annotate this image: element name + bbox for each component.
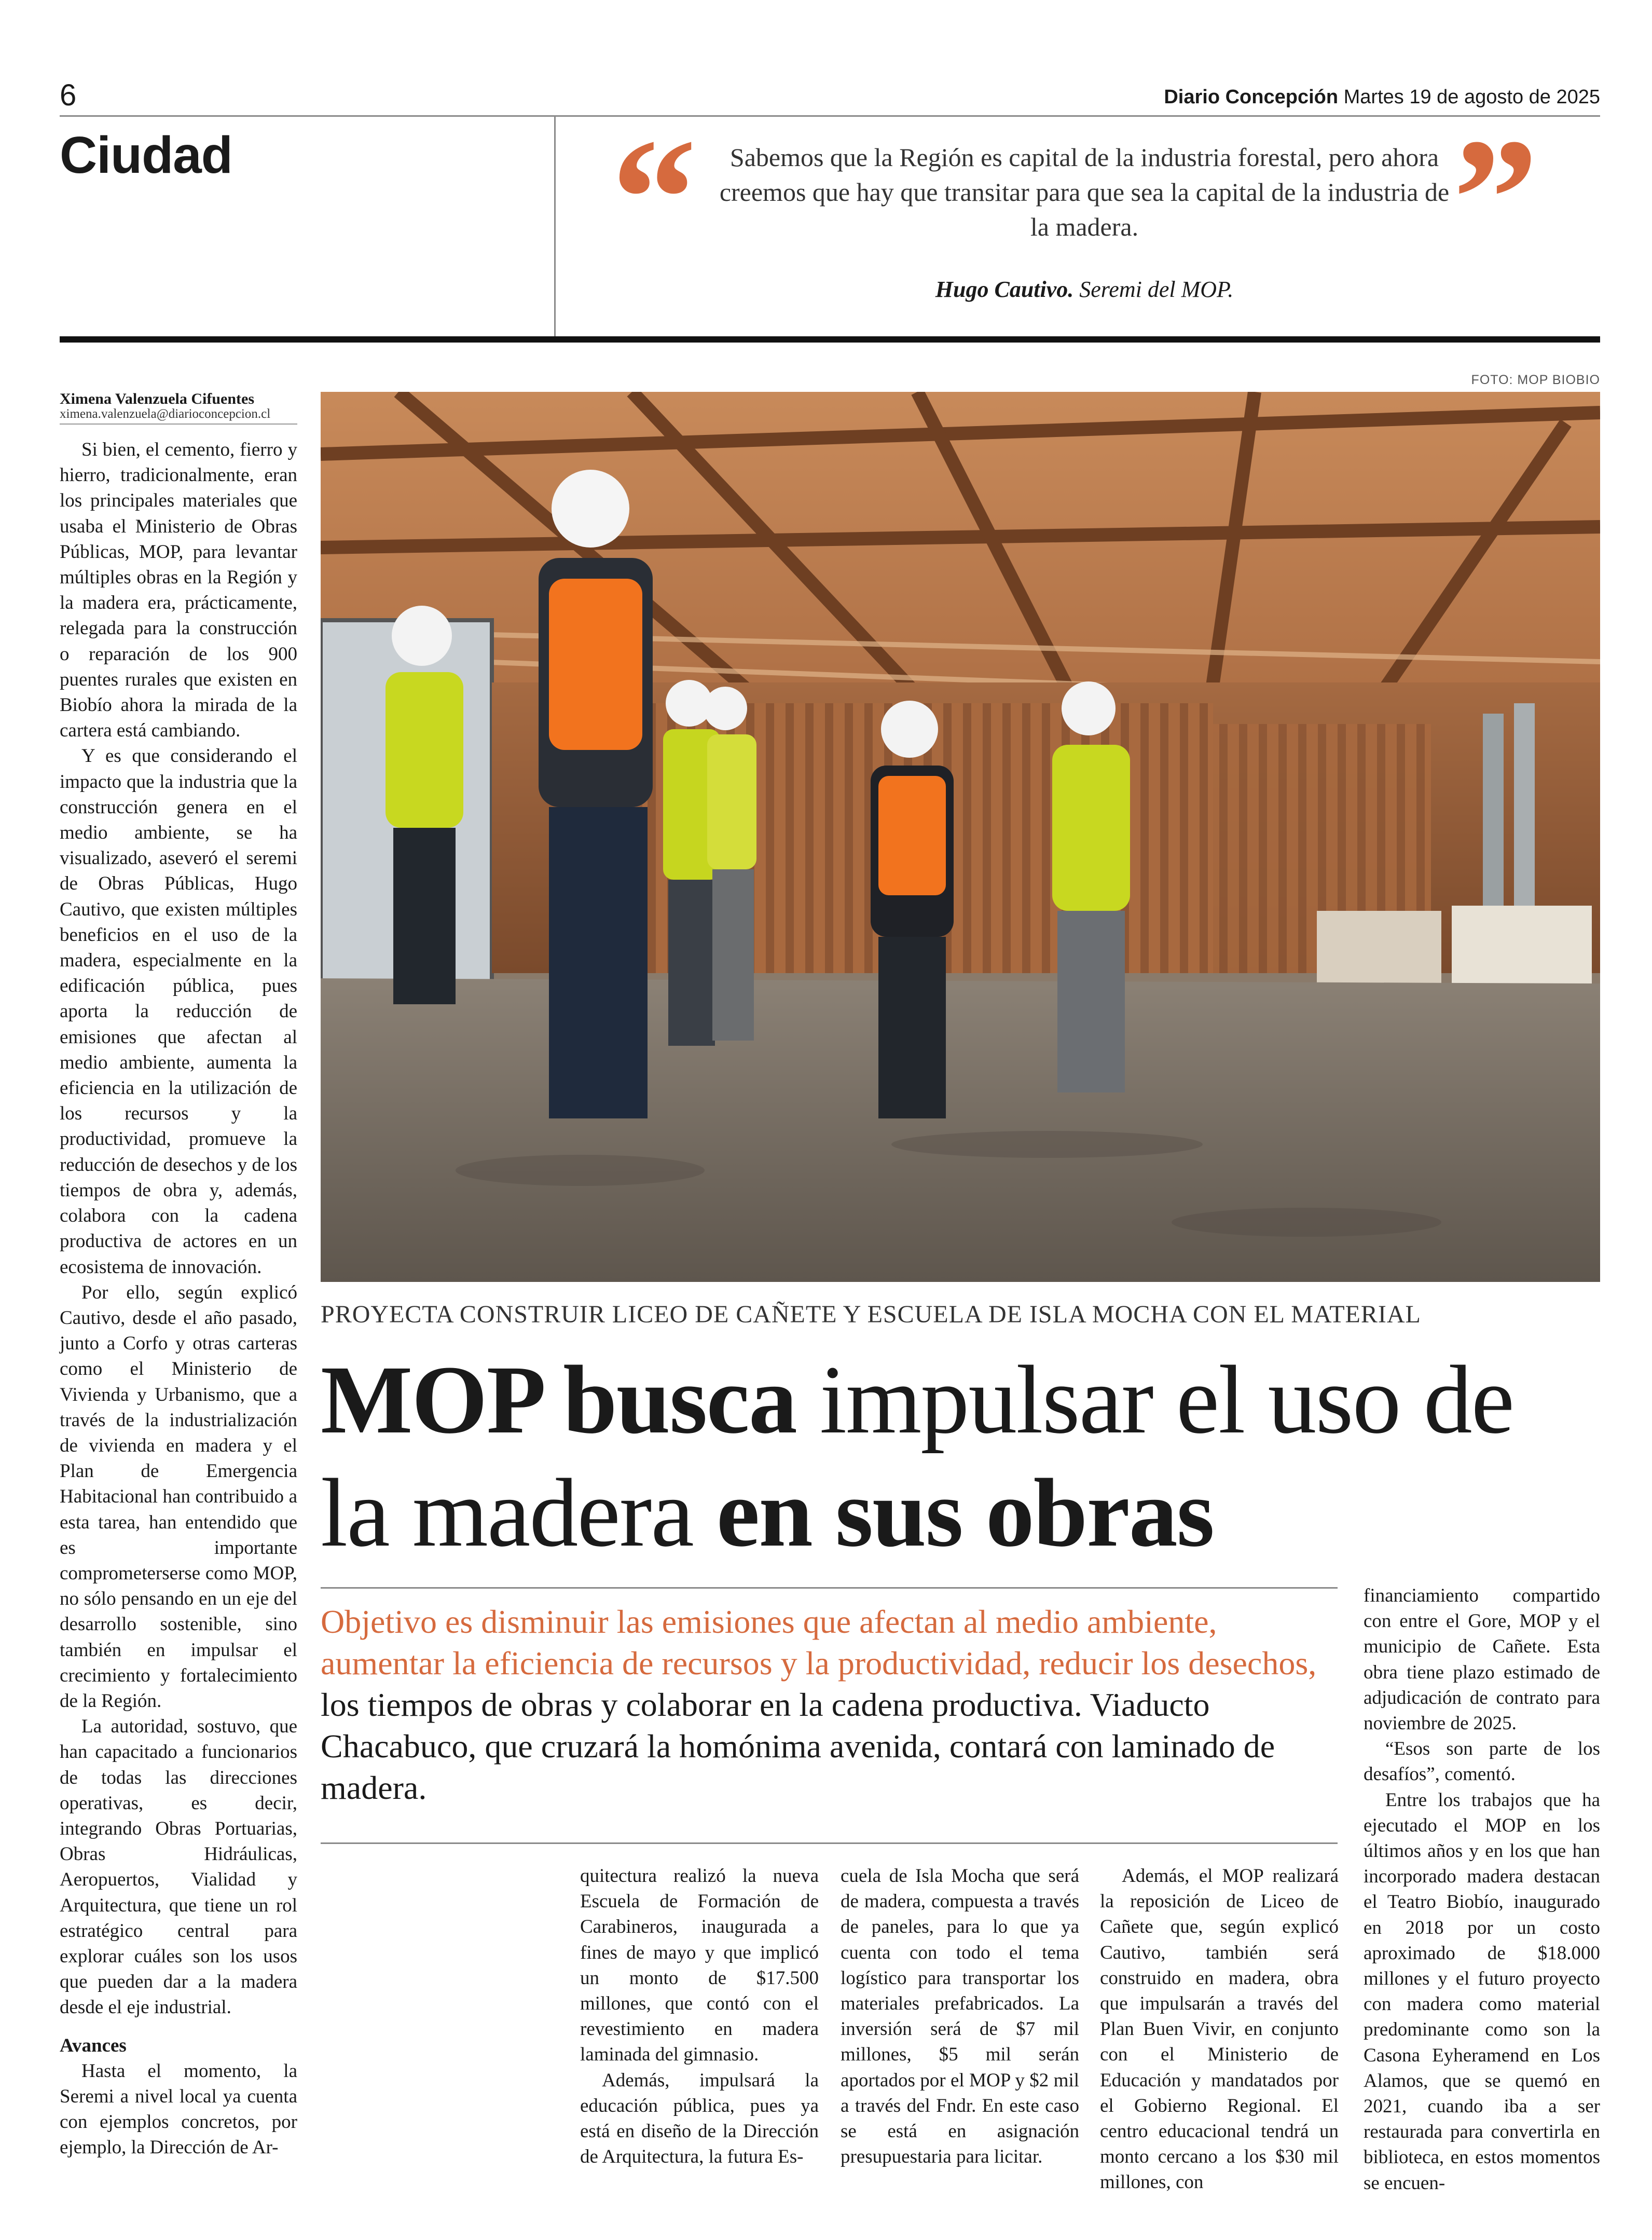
paragraph: Entre los trabajos que ha ejecutado el MOP en los últimos años y en los que han incorporado madera destacan el Teatro Biobío, inaugurado en 2018 por un costo aproximado de $18.000 millones y el futuro proyecto con madera como material predominante como son la Casona Eyheramend en Los Alamos, que se quemó en 2021, cuando iba a ser restaurada para convertirla en biblioteca, en estos momentos se encuen-	[1364, 1789, 1600, 2194]
publication-name: Diario Concepción	[1164, 86, 1339, 108]
paragraph: Además, el MOP realizará la reposición de Liceo de Cañete que, según explicó Cautivo, también será construido en madera, obra que impulsarán a través del Plan Buen Vivir, en conjunto con el Ministerio de Educación y mandatados por el Gobierno Regional. El centro educacional tendrá un monto cercano a los $30 mil millones, con	[1100, 1865, 1339, 2193]
article-column-5	[1364, 1583, 1600, 2196]
headline-regular-part: impulsar el uso de la madera	[321, 1345, 1514, 1567]
paragraph: financiamiento compartido con entre el Gore, MOP y el municipio de Cañete. Esta obra tiene plazo estimado de adjudicación de contrato para noviembre de 2025.	[1364, 1585, 1600, 1734]
article-column-3	[841, 1863, 1079, 2169]
pull-quote-text: Sabemos que la Región es capital de la industria forestal, pero ahora creemos que hay que transitar para que sea la capital de la industria de la madera.	[719, 143, 1450, 241]
section-title: Ciudad	[60, 126, 232, 184]
paragraph: Y es que considerando el impacto que la industria que la construcción genera en el medio ambiente, se ha visualizado, aseveró el seremi de Obras Públicas, Hugo Cautivo, que existen múltiples beneficios en el uso de la madera, especialmente en la edificación pública, pues aporta la reducción de emisiones que afectan al medio ambiente, aumenta la eficiencia en la utilización de los recursos y la productividad, promueve la reducción de desechos y de los tiempos de obra y, además, colabora con la cadena productiva de actores en un ecosistema de innovación.	[60, 745, 297, 1278]
paragraph: Además, impulsará la educación pública, pues ya está en diseño de la Dirección de Arquitectura, la futura Es-	[580, 2069, 819, 2168]
header-vertical-divider	[554, 117, 556, 340]
paragraph: Por ello, según explicó Cautivo, desde el año pasado, junto a Corfo y otras carteras como el Ministerio de Vivienda y Urbanismo, que a través de la industrialización de vivienda en madera y el Plan de Emergencia Habitacional han contribuido a esta tarea, han entendido que es importante comprometerserse como MOP, no sólo pensando en un eje del desarrollo sostenible, sino también en impulsar el crecimiento y fortalecimiento de la Región.	[60, 1281, 297, 1712]
headline-bold-part: en sus obras	[716, 1458, 1214, 1567]
paragraph: Hasta el momento, la Seremi a nivel local ya cuenta con ejemplos concretos, por ejemplo, la Dirección de Ar-	[60, 2060, 297, 2159]
byline-email: ximena.valenzuela@diarioconcepcion.cl	[60, 407, 271, 421]
header-rule	[60, 115, 1600, 117]
quote-author-name: Hugo Cautivo.	[935, 277, 1074, 302]
pull-quote-author	[713, 276, 1455, 303]
byline-author: Ximena Valenzuela Cifuentes	[60, 390, 254, 407]
page-number: 6	[60, 78, 77, 112]
article-column-2	[580, 1863, 819, 2169]
deck-top-rule	[321, 1587, 1338, 1589]
headline-bold-part: MOP busca	[321, 1345, 796, 1454]
paragraph: Si bien, el cemento, fierro y hierro, tradicionalmente, eran los principales materiales que usaba el Ministerio de Obras Públicas, MOP, para levantar múltiples obras en la Región y la madera era, prácticamente, relegada para la construcción o reparación de los 900 puentes rurales que existen en Biobío ahora la mirada de la cartera está cambiando.	[60, 439, 297, 742]
article-headline	[321, 1343, 1600, 1569]
deck-rest: los tiempos de obras y colaborar en la cadena productiva. Viaducto Chacabuco, que cruzará la homónima avenida, contará con laminado de madera.	[321, 1686, 1275, 1806]
subheading: Avances	[60, 2034, 127, 2056]
close-quote-icon: ”	[1453, 104, 1538, 293]
article-column-4	[1100, 1863, 1339, 2195]
publication-date: Martes 19 de agosto de 2025	[1343, 86, 1600, 108]
quote-author-role: Seremi del MOP.	[1079, 277, 1234, 302]
paragraph: cuela de Isla Mocha que será de madera, compuesta a través de paneles, para lo que ya cuenta con todo el tema logístico para transportar los materiales prefabricados. La inversión será de $7 mil millones, $5 mil serán aportados por el MOP y $2 mil a través del Fndr. En este caso se está en asignación presupuestaria para licitar.	[841, 1865, 1079, 2168]
header-thick-rule	[60, 336, 1600, 343]
paragraph: quitectura realizó la nueva Escuela de Formación de Carabineros, inaugurada a fines de mayo y que implicó un monto de $17.500 millones, que contó con el revestimiento en madera laminada del gimnasio.	[580, 1865, 819, 2066]
deck-highlight: Objetivo es disminuir las emisiones que afectan al medio ambiente, aumentar la eficiencia de recursos y la productividad, reducir los desechos,	[321, 1603, 1317, 1682]
photo-illustration	[321, 392, 1600, 1282]
article-photo	[321, 392, 1600, 1282]
open-quote-icon: “	[611, 104, 697, 293]
article-column-1	[60, 437, 297, 2161]
article-kicker: PROYECTA CONSTRUIR LICEO DE CAÑETE Y ESCUELA DE ISLA MOCHA CON EL MATERIAL	[321, 1301, 1421, 1328]
paragraph: “Esos son parte de los desafíos”, comentó.	[1364, 1738, 1600, 1785]
deck-bottom-rule	[321, 1842, 1338, 1844]
photo-credit: FOTO: MOP BIOBIO	[1471, 373, 1600, 387]
article-deck	[321, 1601, 1338, 1809]
paragraph: La autoridad, sostuvo, que han capacitado a funcionarios de todas las direcciones operativas, es decir, integrando Obras Portuarias, Obras Hidráulicas, Aeropuertos, Vialidad y Arquitectura, que tiene un rol estratégico central para explorar cuáles son los usos que pueden dar a la madera desde el eje industrial.	[60, 1716, 297, 2018]
byline-rule	[60, 424, 297, 425]
